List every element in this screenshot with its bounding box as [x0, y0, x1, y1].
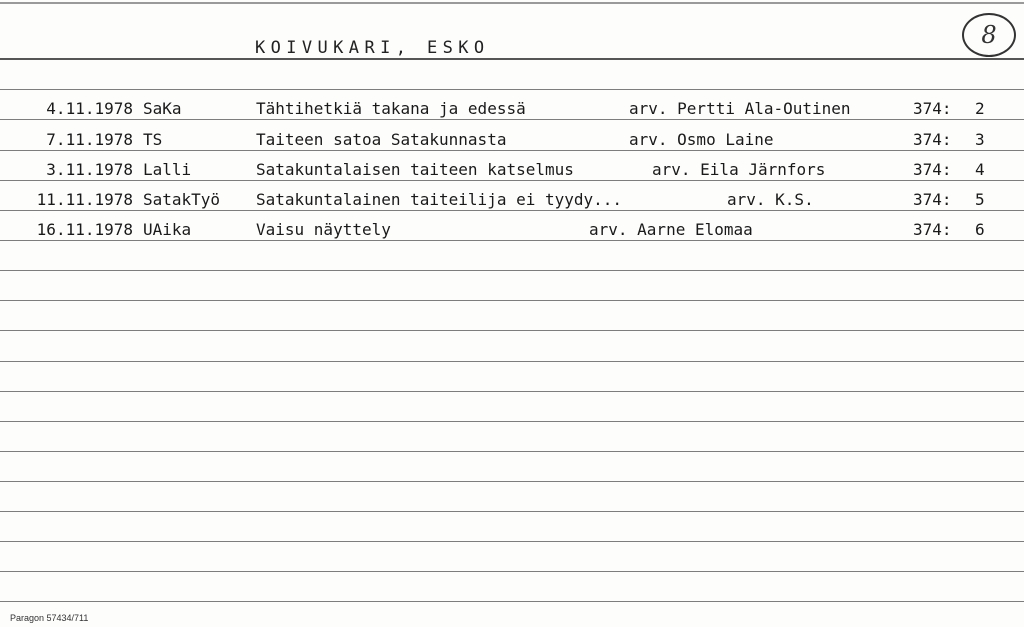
ruled-line	[0, 511, 1024, 512]
entry-ref: 374:	[913, 99, 952, 118]
ruled-line	[0, 270, 1024, 271]
header-rule	[0, 58, 1024, 60]
top-edge-rule	[0, 2, 1024, 4]
entry-row	[0, 190, 1024, 212]
entry-ref: 374:	[913, 220, 952, 239]
entry-reviewer: arv. Aarne Elomaa	[589, 220, 753, 239]
entry-reviewer: arv. K.S.	[727, 190, 814, 209]
card-number-circle	[962, 13, 1016, 57]
entry-number: 5	[975, 190, 985, 209]
entry-paper: TS	[143, 130, 163, 149]
entry-reviewer: arv. Eila Järnfors	[652, 160, 826, 179]
entry-date: 3.11.1978	[46, 160, 133, 179]
ruled-line	[0, 300, 1024, 301]
entry-row	[0, 220, 1024, 242]
entry-title: Vaisu näyttely	[256, 220, 391, 239]
ruled-line	[0, 330, 1024, 331]
person-name: KOIVUKARI, ESKO	[255, 38, 490, 58]
entry-row	[0, 99, 1024, 121]
entry-ref: 374:	[913, 190, 952, 209]
entry-date: 11.11.1978	[36, 190, 133, 209]
entry-reviewer: arv. Pertti Ala-Outinen	[629, 99, 851, 118]
entry-date: 7.11.1978	[46, 130, 133, 149]
entry-number: 4	[975, 160, 985, 179]
entry-number: 6	[975, 220, 985, 239]
entry-date: 4.11.1978	[46, 99, 133, 118]
ruled-line	[0, 391, 1024, 392]
entry-reviewer: arv. Osmo Laine	[629, 130, 774, 149]
ruled-line	[0, 421, 1024, 422]
ruled-line	[0, 601, 1024, 602]
entry-title: Tähtihetkiä takana ja edessä	[256, 99, 526, 118]
ruled-line	[0, 481, 1024, 482]
ruled-line	[0, 571, 1024, 572]
ruled-line	[0, 541, 1024, 542]
print-mark: Paragon 57434/711	[10, 613, 89, 623]
ruled-line	[0, 361, 1024, 362]
entry-title: Taiteen satoa Satakunnasta	[256, 130, 507, 149]
entry-ref: 374:	[913, 160, 952, 179]
entry-row	[0, 130, 1024, 152]
entry-paper: SatakTyö	[143, 190, 221, 209]
entry-title: Satakuntalainen taiteilija ei tyydy...	[256, 190, 623, 209]
card-number: 8	[981, 21, 997, 49]
entry-paper: SaKa	[143, 99, 182, 118]
entry-ref: 374:	[913, 130, 952, 149]
ruled-line	[0, 451, 1024, 452]
entry-paper: Lalli	[143, 160, 192, 179]
entry-paper: UAika	[143, 220, 192, 239]
entry-date: 16.11.1978	[36, 220, 133, 239]
entry-title: Satakuntalaisen taiteen katselmus	[256, 160, 574, 179]
entry-number: 3	[975, 130, 985, 149]
ruled-line	[0, 89, 1024, 90]
entry-number: 2	[975, 99, 985, 118]
entry-row	[0, 160, 1024, 182]
